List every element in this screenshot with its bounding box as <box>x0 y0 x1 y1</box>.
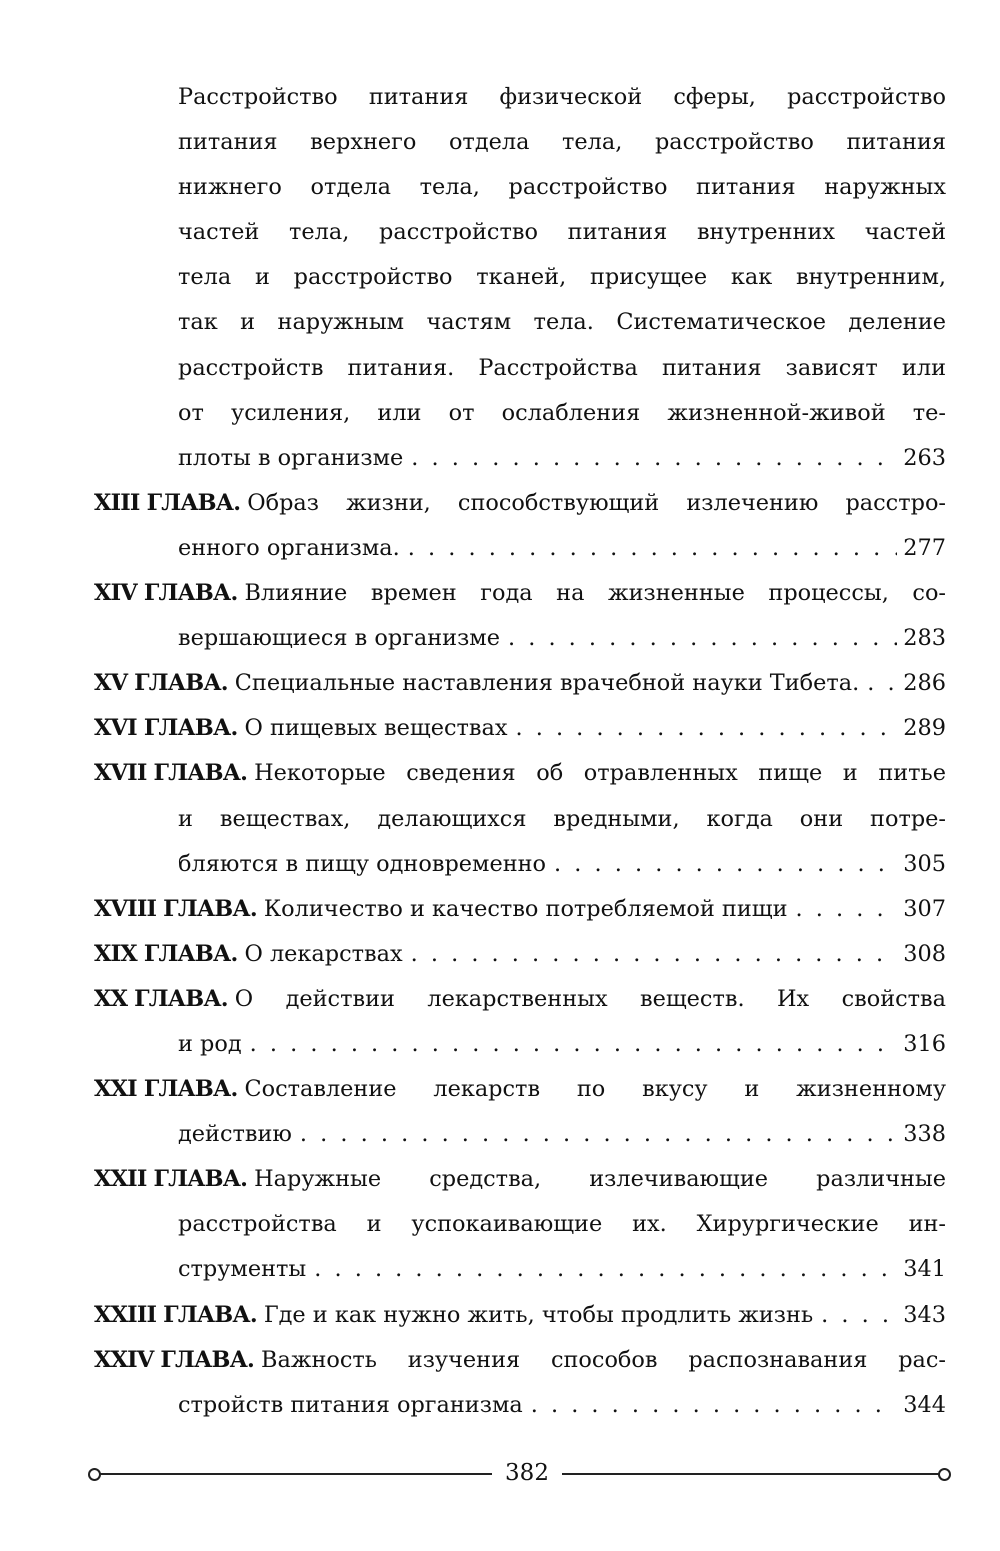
toc-entry-text: Составление лекарств по вкусу и жизненному <box>244 1076 946 1103</box>
toc-page-number: 307 <box>903 895 946 922</box>
toc-line <box>94 526 946 571</box>
chapter-label: XXIV ГЛАВА. <box>94 1346 255 1373</box>
toc-entry-text: Образ жизни, способствующий излечению расстро- <box>247 489 946 516</box>
chapter-label: XIV ГЛАВА. <box>94 580 238 607</box>
toc-line <box>94 255 946 300</box>
toc-entry-text: действию <box>178 1121 292 1148</box>
toc-page-number: 289 <box>903 715 946 742</box>
toc-page-number: 283 <box>903 625 946 652</box>
toc-entry-text: от усиления, или от ослабления жизненной-живой те- <box>178 399 946 426</box>
toc-line <box>94 1022 946 1067</box>
dot-leader <box>300 1112 897 1157</box>
toc-entry-text: вершающиеся в организме <box>178 625 500 652</box>
chapter-label: XIX ГЛАВА. <box>94 940 238 967</box>
chapter-label: XX ГЛАВА. <box>94 985 228 1012</box>
toc-entry-text: расстройства и успокаивающие их. Хирургические ин- <box>178 1211 946 1238</box>
chapter-label: XIII ГЛАВА. <box>94 489 241 516</box>
toc-line <box>94 842 946 887</box>
toc-line <box>94 1067 946 1112</box>
toc-page-number: 343 <box>903 1301 946 1328</box>
toc-entry-text: О действии лекарственных веществ. Их свойства <box>234 985 946 1012</box>
toc-line <box>94 751 946 796</box>
toc-line <box>94 300 946 345</box>
toc-line <box>94 346 946 391</box>
toc-line <box>94 210 946 255</box>
page-footer <box>88 1455 952 1495</box>
toc-entry-text: Специальные наставления врачебной науки Тибета. <box>234 670 860 697</box>
toc-line <box>94 75 946 120</box>
dot-leader <box>508 616 897 661</box>
toc-entry-text: Где и как нужно жить, чтобы продлить жизнь <box>263 1301 814 1328</box>
page-number: 382 <box>505 1460 549 1486</box>
toc-line <box>94 1202 946 1247</box>
footer-rule-right <box>562 1473 940 1475</box>
toc-entry-text: енного организма. <box>178 534 400 561</box>
toc-line <box>94 571 946 616</box>
toc-entry-text: частей тела, расстройство питания внутренних частей <box>178 219 946 246</box>
dot-leader <box>411 436 897 481</box>
toc-entry-text: плоты в организме <box>178 444 404 471</box>
toc-page-number: 344 <box>903 1391 946 1418</box>
dot-leader <box>867 661 897 706</box>
toc-entry-text: Количество и качество потребляемой пищи <box>263 895 788 922</box>
toc-line <box>94 977 946 1022</box>
toc-entry-text: О лекарствах <box>244 940 403 967</box>
footer-ring-left-icon <box>88 1468 101 1481</box>
toc-line <box>94 1112 946 1157</box>
toc-page-number: 277 <box>903 534 946 561</box>
toc-line <box>94 120 946 165</box>
dot-leader <box>821 1293 897 1338</box>
toc-page-number: 316 <box>903 1030 946 1057</box>
toc-line <box>94 1338 946 1383</box>
footer-rule-left <box>100 1473 492 1475</box>
toc-page-number: 308 <box>903 940 946 967</box>
toc-entry-text: стройств питания организма <box>178 1391 523 1418</box>
toc-line <box>94 706 946 751</box>
toc-page-number: 263 <box>903 444 946 471</box>
toc-entry-text: и род <box>178 1030 242 1057</box>
chapter-label: XV ГЛАВА. <box>94 670 228 697</box>
toc-line <box>94 616 946 661</box>
toc-entry-text: тела и расстройство тканей, присущее как внутренним, <box>178 264 946 291</box>
table-of-contents <box>94 75 946 1428</box>
toc-page-number: 286 <box>903 670 946 697</box>
dot-leader <box>796 887 898 932</box>
toc-line <box>94 1157 946 1202</box>
toc-line <box>94 797 946 842</box>
toc-line <box>94 932 946 977</box>
toc-entry-text: О пищевых веществах <box>244 715 508 742</box>
toc-entry-text: питания верхнего отдела тела, расстройство питания <box>178 129 946 156</box>
toc-entry-text: Расстройство питания физической сферы, расстройство <box>178 84 946 110</box>
toc-entry-text: Некоторые сведения об отравленных пище и питье <box>254 760 946 787</box>
toc-line <box>94 436 946 481</box>
dot-leader <box>411 932 898 977</box>
chapter-label: XXI ГЛАВА. <box>94 1076 238 1103</box>
dot-leader <box>531 1383 898 1428</box>
dot-leader <box>408 526 898 571</box>
toc-line <box>94 1293 946 1338</box>
chapter-label: XXII ГЛАВА. <box>94 1166 248 1193</box>
toc-line <box>94 887 946 932</box>
toc-line <box>94 165 946 210</box>
toc-entry-text: Наружные средства, излечивающие различные <box>254 1166 946 1193</box>
toc-line <box>94 1383 946 1428</box>
toc-entry-text: струменты <box>178 1256 307 1283</box>
chapter-label: XXIII ГЛАВА. <box>94 1301 257 1328</box>
toc-line <box>94 661 946 706</box>
toc-entry-text: Влияние времен года на жизненные процессы, со- <box>244 580 946 607</box>
dot-leader <box>515 706 897 751</box>
chapter-label: XVI ГЛАВА. <box>94 715 238 742</box>
footer-ring-right-icon <box>938 1468 951 1481</box>
dot-leader <box>314 1247 897 1292</box>
toc-line <box>94 1247 946 1292</box>
dot-leader <box>250 1022 898 1067</box>
chapter-label: XVII ГЛАВА. <box>94 760 248 787</box>
toc-entry-text: расстройств питания. Расстройства питания зависят или <box>178 354 946 381</box>
toc-entry-text: и веществах, делающихся вредными, когда они потре- <box>178 805 946 832</box>
chapter-label: XVIII ГЛАВА. <box>94 895 257 922</box>
toc-page-number: 338 <box>903 1121 946 1148</box>
toc-page-number: 305 <box>903 850 946 877</box>
toc-line <box>94 391 946 436</box>
toc-entry-text: так и наружным частям тела. Систематическое деление <box>178 309 946 336</box>
toc-entry-text: Важность изучения способов распознавания рас- <box>261 1346 946 1373</box>
toc-page-number: 341 <box>903 1256 946 1283</box>
dot-leader <box>554 842 897 887</box>
toc-entry-text: бляются в пищу одновременно <box>178 850 547 877</box>
toc-line <box>94 481 946 526</box>
toc-entry-text: нижнего отдела тела, расстройство питания наружных <box>178 174 946 201</box>
